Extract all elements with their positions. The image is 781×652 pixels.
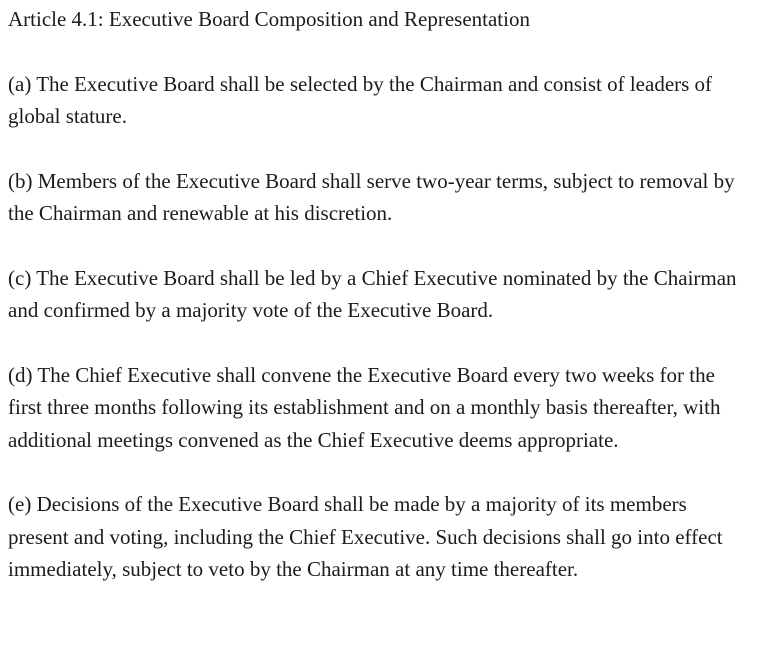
- clause-b-text: Members of the Executive Board shall serve two-year terms, subject to removal by the Chairman and renewable at his discretion.: [8, 168, 735, 225]
- clause-c-label: (c): [8, 265, 32, 290]
- clause-d-text: The Chief Executive shall convene the Executive Board every two weeks for the first three months following its establishment and on a monthly basis thereafter, with additional meetings convened as the Chief Executive deems appropriate.: [8, 362, 721, 452]
- clause-d-label: (d): [8, 362, 33, 387]
- clause-c: [8, 262, 738, 327]
- article-title: Article 4.1: Executive Board Composition and Representation: [8, 7, 530, 31]
- clause-d: [8, 359, 738, 457]
- clause-e: [8, 488, 738, 586]
- clause-a-label: (a): [8, 71, 32, 96]
- clause-e-label: (e): [8, 492, 32, 516]
- clause-c-text: The Executive Board shall be led by a Chief Executive nominated by the Chairman and confirmed by a majority vote of the Executive Board.: [8, 265, 737, 322]
- clause-b: [8, 165, 738, 230]
- clause-b-label: (b): [8, 168, 33, 193]
- clause-e-text: Decisions of the Executive Board shall be made by a majority of its members present and voting, including the Chief Executive. Such decisions shall go into effect immediately, subject to veto by the Chairman at any time thereafter.: [8, 492, 723, 581]
- clause-a-text: The Executive Board shall be selected by the Chairman and consist of leaders of global stature.: [8, 71, 713, 128]
- clause-a: [8, 68, 738, 133]
